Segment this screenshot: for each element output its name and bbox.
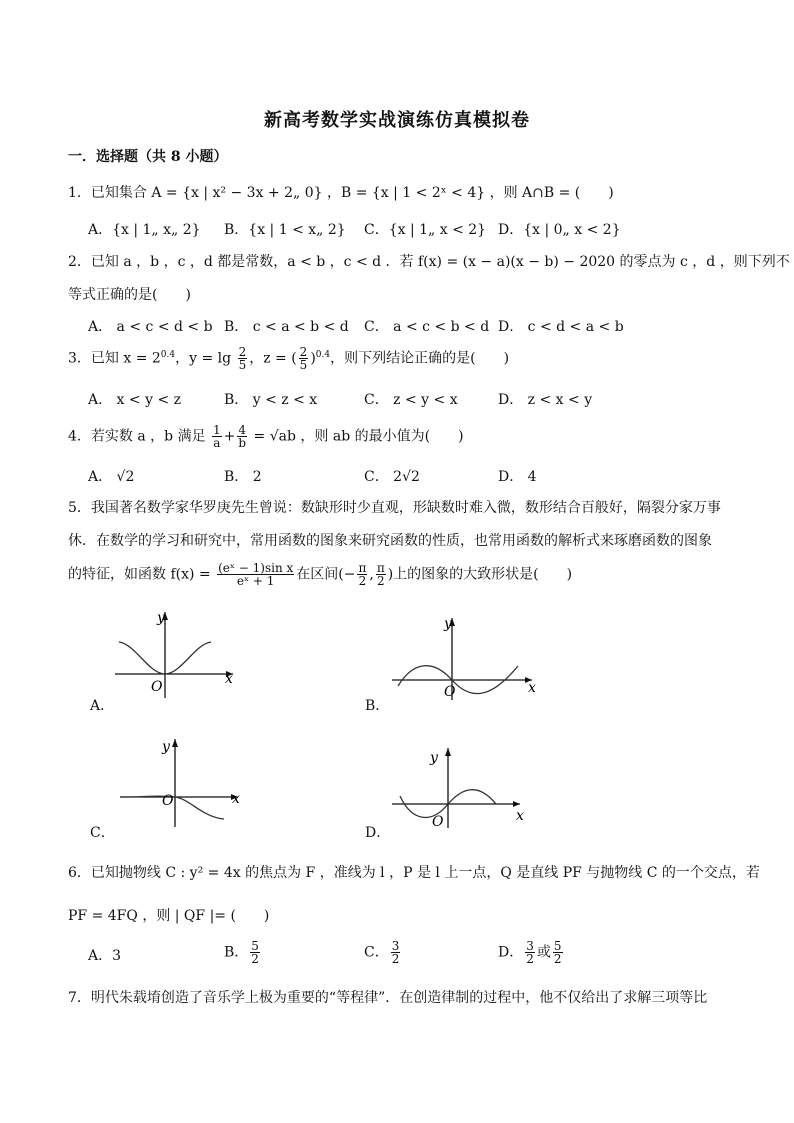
q5-line3-mid: 在区间(−	[296, 566, 356, 583]
graph-c-origin: O	[162, 793, 174, 809]
graph-c-y-arrow	[172, 739, 178, 747]
q4-fraction-2	[237, 424, 247, 449]
graph-d-label: D．	[365, 825, 391, 841]
q3-option-b: B． y < z < x	[224, 392, 318, 408]
q6-d-fraction-1	[525, 940, 535, 965]
q3-exponent: 0.4	[160, 349, 176, 360]
q6-b-den: 2	[251, 952, 259, 966]
question-2-stem-line1: 2．已知 a ，b ，c ，d 都是常数，a < b ，c < d ．若 f(x) = (x − a)(x − b) − 2020 的零点为 c ，d ，则下列不	[68, 254, 790, 270]
q4-f2-num: 4	[238, 423, 247, 437]
graph-c	[120, 733, 250, 829]
q6-d-num-1: 3	[526, 939, 534, 953]
q3-prefix: 3．已知 x = 2	[68, 350, 161, 367]
q5-two-b: 2	[376, 574, 385, 588]
q3-suffix: ，则下列结论正确的是( )	[330, 350, 510, 367]
graph-b-label: B．	[365, 698, 390, 714]
graph-c-curve-hidden	[126, 797, 160, 813]
q6-c-num: 3	[391, 939, 400, 953]
graph-b	[392, 612, 542, 702]
q5-function-fraction	[217, 562, 294, 587]
q5-fn-num: (eˣ − 1)sin x	[218, 561, 294, 575]
question-3-stem: 3．已知 $x = 2^{0.4}$，y = lg $\frac{2}{5}$ ，z = ( $\frac{2}{5}$ )$^{0.4}$，则下列结论正确的是( )	[68, 345, 510, 372]
question-5-line1: 5．我国著名数学家华罗庚先生曾说：数缺形时少直观，形缺数时难入微，数形结合百般好，隔裂分家万事	[68, 500, 721, 516]
graph-c-label: C．	[90, 825, 115, 841]
q3-option-c: C． z < y < x	[364, 392, 458, 408]
q6-b-num: 5	[251, 939, 259, 953]
q3-fraction-y	[238, 346, 248, 371]
q6-c-den: 2	[391, 952, 400, 966]
q2-option-d: D． c < d < a < b	[498, 319, 624, 335]
q6-d-den-2: 2	[553, 952, 562, 966]
graph-a	[115, 602, 245, 698]
q3-option-d: D． z < x < y	[498, 392, 593, 408]
q6-option-b-label: B．	[224, 944, 249, 961]
q2-option-b: B． c < a < b < d	[224, 319, 349, 335]
graph-b-y-label: y	[444, 616, 452, 632]
q3-frac-den-z: 5	[299, 358, 308, 372]
question-5-line3: 的特征，如函数 f(x) = $\frac{\text{(eˣ − 1)sin x}}{\text{eˣ + 1}}$ 在区间(− $\frac{\pi}{2}$ , $\frac{\pi}{2}$ )上的图象的大致形状是( )	[68, 561, 573, 588]
q5-pi-b: π	[376, 561, 385, 575]
q6-d-or: 或	[536, 944, 551, 961]
q4-fraction-1	[212, 424, 222, 449]
q1-option-c: C．{x | 1„ x < 2}	[364, 222, 487, 238]
q4-prefix: 4．若实数 a ，b 满足	[68, 428, 206, 445]
q6-option-d	[498, 940, 565, 965]
q3-frac-num: 2	[238, 345, 247, 359]
q4-option-b: B． 2	[224, 469, 262, 485]
q4-f2-den: b	[238, 436, 247, 450]
q3-mid1: ，y = lg	[175, 350, 232, 367]
q1-option-d: D．{x | 0„ x < 2}	[498, 222, 621, 238]
q4-f1-den: a	[213, 436, 221, 450]
graph-c-x-label: x	[232, 791, 240, 807]
question-1-stem: 1．已知集合 A = {x | x² − 3x + 2„ 0} ，B = {x | 1 < 2ˣ < 4} ，则 A∩B = ( )	[68, 185, 614, 201]
question-6-stem-line1: 6．已知抛物线 C : y² = 4x 的焦点为 F ，准线为 l ，P 是 l 上一点，Q 是直线 PF 与抛物线 C 的一个交点，若	[68, 865, 760, 881]
graph-d-y-label: y	[430, 750, 438, 766]
q6-option-c	[364, 940, 402, 965]
q5-two-a: 2	[358, 574, 367, 588]
q3-frac-den: 5	[238, 358, 247, 372]
graph-b-origin: O	[444, 684, 456, 700]
page-title: 新高考数学实战演练仿真模拟卷	[264, 110, 530, 131]
question-7-stem: 7．明代朱载堉创造了音乐学上极为重要的“等程律”．在创造律制的过程中，他不仅给出了求解三项等比	[68, 990, 708, 1006]
q3-fraction-z	[299, 346, 309, 371]
graph-b-x-label: x	[528, 680, 536, 696]
graph-a-origin: O	[151, 679, 163, 695]
q6-option-d-label: D．	[498, 944, 524, 961]
q1-option-b: B．{x | 1 < x„ 2}	[224, 222, 346, 238]
q1-option-a: A．{x | 1„ x„ 2}	[88, 222, 201, 238]
q4-f1-num: 1	[213, 423, 221, 437]
graph-a-x-label: x	[225, 671, 233, 687]
q5-pi-over-2-b	[376, 562, 386, 587]
question-2-stem-line2: 等式正确的是( )	[68, 287, 191, 303]
q4-suffix: = √ab ，则 ab 的最小值为( )	[253, 428, 464, 445]
graph-a-label: A．	[90, 698, 115, 714]
q5-fn-den: eˣ + 1	[236, 574, 275, 588]
graph-d-origin: O	[432, 814, 444, 830]
q6-d-num-2: 5	[553, 939, 562, 953]
q4-option-d: D． 4	[498, 469, 537, 485]
q5-line3-suffix: )上的图象的大致形状是( )	[387, 566, 573, 583]
graph-c-y-label: y	[162, 739, 170, 755]
q2-option-a: A． a < c < d < b	[88, 319, 213, 335]
q4-option-a: A． √2	[88, 469, 135, 485]
q5-pi-a: π	[358, 561, 367, 575]
section-heading: 一．选择题（共 8 小题）	[68, 149, 228, 165]
q2-option-c: C． a < c < b < d	[364, 319, 490, 335]
q3-option-a: A． x < y < z	[88, 392, 182, 408]
graph-d-x-label: x	[516, 808, 524, 824]
question-4-stem	[68, 424, 464, 449]
graph-d-x-arrow	[513, 801, 520, 807]
q3-frac-num-z: 2	[299, 345, 308, 359]
q6-option-c-label: C．	[364, 944, 389, 961]
q6-option-b	[224, 940, 262, 965]
graph-d-y-arrow	[445, 748, 451, 756]
q4-option-c: C． 2√2	[364, 469, 420, 485]
question-6-stem-line2: PF = 4FQ ，则 | QF |= ( )	[68, 908, 270, 924]
q6-b-fraction	[250, 940, 260, 965]
question-5-line2: 休．在数学的学习和研究中，常用函数的图象来研究函数的性质，也常用函数的解析式来琢磨函数的图象	[68, 533, 712, 549]
graph-d	[392, 744, 532, 830]
q4-plus: +	[223, 428, 236, 445]
q5-line3-prefix: 的特征，如函数 f(x) =	[68, 566, 211, 583]
q6-d-den-1: 2	[526, 952, 534, 966]
q5-pi-over-2-a	[357, 562, 367, 587]
q6-d-fraction-2	[553, 940, 563, 965]
q3-mid2: ，z = (	[249, 350, 297, 367]
q6-option-a: A．3	[88, 948, 122, 964]
q6-c-fraction	[391, 940, 401, 965]
graph-a-y-label: y	[157, 610, 165, 626]
q3-exponent-z: 0.4	[315, 349, 331, 360]
